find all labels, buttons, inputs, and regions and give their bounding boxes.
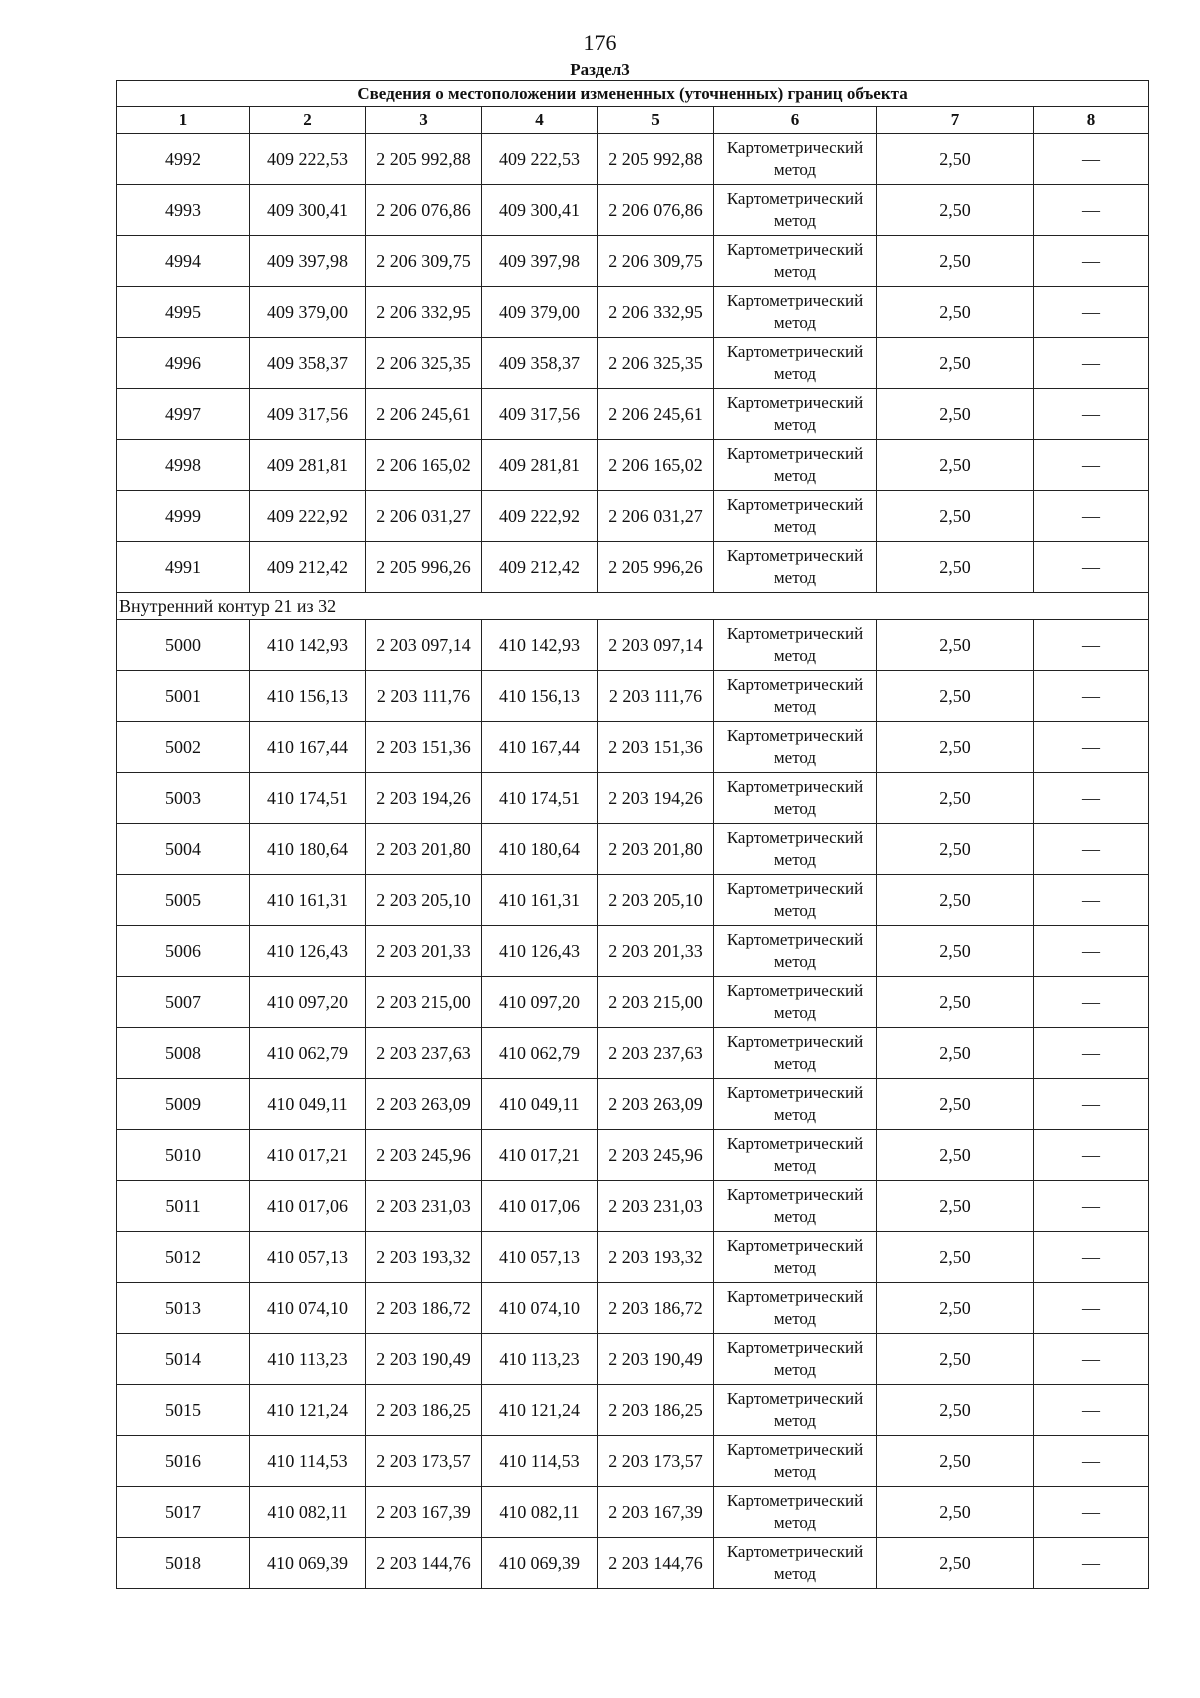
x-new-cell: 410 126,43 (482, 926, 598, 977)
point-number-cell: 5002 (117, 722, 250, 773)
accuracy-cell: 2,50 (877, 1436, 1034, 1487)
method-cell: Картометрический метод (714, 1130, 877, 1181)
description-cell: — (1034, 1334, 1149, 1385)
point-number-cell: 5000 (117, 620, 250, 671)
y-new-cell: 2 206 165,02 (598, 440, 714, 491)
method-cell: Картометрический метод (714, 1487, 877, 1538)
x-existing-cell: 410 180,64 (250, 824, 366, 875)
method-cell: Картометрический метод (714, 1436, 877, 1487)
table-row (117, 185, 1149, 236)
y-existing-cell: 2 203 201,80 (366, 824, 482, 875)
y-new-cell: 2 206 325,35 (598, 338, 714, 389)
method-cell: Картометрический метод (714, 185, 877, 236)
point-number-cell: 4999 (117, 491, 250, 542)
y-existing-cell: 2 203 173,57 (366, 1436, 482, 1487)
table-row (117, 620, 1149, 671)
method-cell: Картометрический метод (714, 875, 877, 926)
table-row (117, 287, 1149, 338)
y-existing-cell: 2 206 325,35 (366, 338, 482, 389)
method-cell: Картометрический метод (714, 1028, 877, 1079)
accuracy-cell: 2,50 (877, 1487, 1034, 1538)
y-existing-cell: 2 206 332,95 (366, 287, 482, 338)
x-existing-cell: 410 167,44 (250, 722, 366, 773)
accuracy-cell: 2,50 (877, 773, 1034, 824)
method-cell: Картометрический метод (714, 1232, 877, 1283)
y-existing-cell: 2 203 144,76 (366, 1538, 482, 1589)
point-number-cell: 5016 (117, 1436, 250, 1487)
x-existing-cell: 410 057,13 (250, 1232, 366, 1283)
point-number-cell: 4996 (117, 338, 250, 389)
y-existing-cell: 2 203 167,39 (366, 1487, 482, 1538)
y-existing-cell: 2 203 245,96 (366, 1130, 482, 1181)
table-row (117, 1232, 1149, 1283)
contour-label: Внутренний контур 21 из 32 (117, 593, 1149, 620)
table-row (117, 1436, 1149, 1487)
x-existing-cell: 410 017,21 (250, 1130, 366, 1181)
y-existing-cell: 2 203 231,03 (366, 1181, 482, 1232)
point-number-cell: 4993 (117, 185, 250, 236)
description-cell: — (1034, 185, 1149, 236)
point-number-cell: 5010 (117, 1130, 250, 1181)
table-row (117, 1028, 1149, 1079)
point-number-cell: 5005 (117, 875, 250, 926)
method-cell: Картометрический метод (714, 977, 877, 1028)
point-number-cell: 4997 (117, 389, 250, 440)
column-number: 4 (482, 107, 598, 134)
accuracy-cell: 2,50 (877, 134, 1034, 185)
y-new-cell: 2 203 151,36 (598, 722, 714, 773)
point-number-cell: 5018 (117, 1538, 250, 1589)
point-number-cell: 4994 (117, 236, 250, 287)
accuracy-cell: 2,50 (877, 542, 1034, 593)
table-row (117, 236, 1149, 287)
table-row (117, 389, 1149, 440)
y-new-cell: 2 203 194,26 (598, 773, 714, 824)
accuracy-cell: 2,50 (877, 1283, 1034, 1334)
accuracy-cell: 2,50 (877, 287, 1034, 338)
point-number-cell: 5008 (117, 1028, 250, 1079)
method-cell: Картометрический метод (714, 134, 877, 185)
section-title: Раздел3 (570, 60, 630, 79)
contour-header-row (117, 593, 1149, 620)
y-new-cell: 2 203 144,76 (598, 1538, 714, 1589)
y-new-cell: 2 206 245,61 (598, 389, 714, 440)
point-number-cell: 5015 (117, 1385, 250, 1436)
point-number-cell: 5007 (117, 977, 250, 1028)
table-row (117, 491, 1149, 542)
x-new-cell: 410 156,13 (482, 671, 598, 722)
table-row (117, 1385, 1149, 1436)
table-row (117, 824, 1149, 875)
x-existing-cell: 410 049,11 (250, 1079, 366, 1130)
accuracy-cell: 2,50 (877, 620, 1034, 671)
column-number: 6 (714, 107, 877, 134)
table-row (117, 671, 1149, 722)
table-row (117, 722, 1149, 773)
description-cell: — (1034, 773, 1149, 824)
y-new-cell: 2 203 215,00 (598, 977, 714, 1028)
x-new-cell: 410 097,20 (482, 977, 598, 1028)
x-existing-cell: 410 069,39 (250, 1538, 366, 1589)
x-existing-cell: 410 174,51 (250, 773, 366, 824)
x-new-cell: 410 174,51 (482, 773, 598, 824)
y-new-cell: 2 203 186,72 (598, 1283, 714, 1334)
x-existing-cell: 409 212,42 (250, 542, 366, 593)
x-new-cell: 410 113,23 (482, 1334, 598, 1385)
accuracy-cell: 2,50 (877, 1181, 1034, 1232)
x-existing-cell: 410 017,06 (250, 1181, 366, 1232)
y-existing-cell: 2 203 263,09 (366, 1079, 482, 1130)
table-row (117, 1130, 1149, 1181)
method-cell: Картометрический метод (714, 1538, 877, 1589)
table-row (117, 926, 1149, 977)
description-cell: — (1034, 440, 1149, 491)
x-existing-cell: 409 281,81 (250, 440, 366, 491)
table-row (117, 1487, 1149, 1538)
y-existing-cell: 2 206 309,75 (366, 236, 482, 287)
description-cell: — (1034, 338, 1149, 389)
accuracy-cell: 2,50 (877, 824, 1034, 875)
description-cell: — (1034, 875, 1149, 926)
x-existing-cell: 410 161,31 (250, 875, 366, 926)
table-body (117, 134, 1149, 1589)
method-cell: Картометрический метод (714, 542, 877, 593)
description-cell: — (1034, 1130, 1149, 1181)
table-row (117, 977, 1149, 1028)
y-existing-cell: 2 203 201,33 (366, 926, 482, 977)
description-cell: — (1034, 1385, 1149, 1436)
y-existing-cell: 2 206 245,61 (366, 389, 482, 440)
x-existing-cell: 410 121,24 (250, 1385, 366, 1436)
accuracy-cell: 2,50 (877, 1232, 1034, 1283)
y-new-cell: 2 206 076,86 (598, 185, 714, 236)
y-existing-cell: 2 203 097,14 (366, 620, 482, 671)
accuracy-cell: 2,50 (877, 1079, 1034, 1130)
point-number-cell: 5012 (117, 1232, 250, 1283)
coordinates-table (116, 80, 1149, 1589)
y-existing-cell: 2 205 996,26 (366, 542, 482, 593)
y-new-cell: 2 203 245,96 (598, 1130, 714, 1181)
x-existing-cell: 410 113,23 (250, 1334, 366, 1385)
point-number-cell: 5011 (117, 1181, 250, 1232)
x-new-cell: 409 281,81 (482, 440, 598, 491)
description-cell: — (1034, 1538, 1149, 1589)
x-new-cell: 409 379,00 (482, 287, 598, 338)
table-row (117, 1181, 1149, 1232)
accuracy-cell: 2,50 (877, 1130, 1034, 1181)
method-cell: Картометрический метод (714, 236, 877, 287)
accuracy-cell: 2,50 (877, 236, 1034, 287)
y-existing-cell: 2 205 992,88 (366, 134, 482, 185)
y-existing-cell: 2 203 193,32 (366, 1232, 482, 1283)
x-new-cell: 409 317,56 (482, 389, 598, 440)
x-new-cell: 409 222,53 (482, 134, 598, 185)
y-existing-cell: 2 203 111,76 (366, 671, 482, 722)
description-cell: — (1034, 1487, 1149, 1538)
point-number-cell: 5017 (117, 1487, 250, 1538)
description-cell: — (1034, 389, 1149, 440)
description-cell: — (1034, 977, 1149, 1028)
point-number-cell: 5003 (117, 773, 250, 824)
table-row (117, 1079, 1149, 1130)
table-row (117, 1538, 1149, 1589)
method-cell: Картометрический метод (714, 1334, 877, 1385)
x-new-cell: 410 142,93 (482, 620, 598, 671)
x-new-cell: 410 161,31 (482, 875, 598, 926)
y-new-cell: 2 203 111,76 (598, 671, 714, 722)
x-existing-cell: 409 222,53 (250, 134, 366, 185)
x-new-cell: 409 358,37 (482, 338, 598, 389)
column-number-row (117, 107, 1149, 134)
x-new-cell: 410 049,11 (482, 1079, 598, 1130)
x-new-cell: 410 082,11 (482, 1487, 598, 1538)
description-cell: — (1034, 236, 1149, 287)
column-number: 2 (250, 107, 366, 134)
point-number-cell: 5004 (117, 824, 250, 875)
method-cell: Картометрический метод (714, 722, 877, 773)
y-existing-cell: 2 203 237,63 (366, 1028, 482, 1079)
description-cell: — (1034, 134, 1149, 185)
accuracy-cell: 2,50 (877, 1385, 1034, 1436)
y-existing-cell: 2 203 151,36 (366, 722, 482, 773)
description-cell: — (1034, 671, 1149, 722)
x-existing-cell: 409 222,92 (250, 491, 366, 542)
method-cell: Картометрический метод (714, 491, 877, 542)
x-existing-cell: 410 097,20 (250, 977, 366, 1028)
x-existing-cell: 410 082,11 (250, 1487, 366, 1538)
y-new-cell: 2 203 186,25 (598, 1385, 714, 1436)
y-new-cell: 2 203 167,39 (598, 1487, 714, 1538)
accuracy-cell: 2,50 (877, 977, 1034, 1028)
accuracy-cell: 2,50 (877, 875, 1034, 926)
description-cell: — (1034, 1283, 1149, 1334)
x-new-cell: 410 114,53 (482, 1436, 598, 1487)
y-new-cell: 2 206 031,27 (598, 491, 714, 542)
accuracy-cell: 2,50 (877, 1538, 1034, 1589)
y-new-cell: 2 206 332,95 (598, 287, 714, 338)
method-cell: Картометрический метод (714, 1181, 877, 1232)
x-new-cell: 410 074,10 (482, 1283, 598, 1334)
y-existing-cell: 2 206 165,02 (366, 440, 482, 491)
table-row (117, 1283, 1149, 1334)
x-new-cell: 409 397,98 (482, 236, 598, 287)
column-number: 5 (598, 107, 714, 134)
method-cell: Картометрический метод (714, 1283, 877, 1334)
description-cell: — (1034, 1232, 1149, 1283)
accuracy-cell: 2,50 (877, 1334, 1034, 1385)
method-cell: Картометрический метод (714, 389, 877, 440)
y-new-cell: 2 205 992,88 (598, 134, 714, 185)
y-existing-cell: 2 203 215,00 (366, 977, 482, 1028)
description-cell: — (1034, 722, 1149, 773)
point-number-cell: 5009 (117, 1079, 250, 1130)
column-number: 8 (1034, 107, 1149, 134)
method-cell: Картометрический метод (714, 824, 877, 875)
x-existing-cell: 409 300,41 (250, 185, 366, 236)
x-new-cell: 409 222,92 (482, 491, 598, 542)
x-existing-cell: 409 317,56 (250, 389, 366, 440)
y-new-cell: 2 203 263,09 (598, 1079, 714, 1130)
y-existing-cell: 2 203 190,49 (366, 1334, 482, 1385)
x-existing-cell: 410 156,13 (250, 671, 366, 722)
point-number-cell: 5014 (117, 1334, 250, 1385)
point-number-cell: 5001 (117, 671, 250, 722)
method-cell: Картометрический метод (714, 338, 877, 389)
method-cell: Картометрический метод (714, 440, 877, 491)
description-cell: — (1034, 824, 1149, 875)
point-number-cell: 4995 (117, 287, 250, 338)
table-row (117, 338, 1149, 389)
point-number-cell: 5006 (117, 926, 250, 977)
method-cell: Картометрический метод (714, 1079, 877, 1130)
y-existing-cell: 2 203 205,10 (366, 875, 482, 926)
table-row (117, 875, 1149, 926)
y-new-cell: 2 206 309,75 (598, 236, 714, 287)
y-new-cell: 2 203 201,33 (598, 926, 714, 977)
y-existing-cell: 2 206 031,27 (366, 491, 482, 542)
y-existing-cell: 2 203 186,25 (366, 1385, 482, 1436)
method-cell: Картометрический метод (714, 926, 877, 977)
point-number-cell: 4991 (117, 542, 250, 593)
y-new-cell: 2 203 231,03 (598, 1181, 714, 1232)
y-new-cell: 2 205 996,26 (598, 542, 714, 593)
accuracy-cell: 2,50 (877, 926, 1034, 977)
y-new-cell: 2 203 237,63 (598, 1028, 714, 1079)
accuracy-cell: 2,50 (877, 389, 1034, 440)
accuracy-cell: 2,50 (877, 440, 1034, 491)
table-row (117, 773, 1149, 824)
description-cell: — (1034, 926, 1149, 977)
y-existing-cell: 2 203 186,72 (366, 1283, 482, 1334)
x-existing-cell: 410 142,93 (250, 620, 366, 671)
table-title-row (117, 81, 1149, 107)
x-new-cell: 409 212,42 (482, 542, 598, 593)
table-title: Сведения о местоположении измененных (уточненных) границ объекта (117, 81, 1149, 107)
x-existing-cell: 410 062,79 (250, 1028, 366, 1079)
y-new-cell: 2 203 097,14 (598, 620, 714, 671)
y-new-cell: 2 203 193,32 (598, 1232, 714, 1283)
table-row (117, 542, 1149, 593)
page-number: 176 (583, 30, 617, 55)
x-existing-cell: 409 397,98 (250, 236, 366, 287)
method-cell: Картометрический метод (714, 287, 877, 338)
x-new-cell: 410 017,21 (482, 1130, 598, 1181)
y-existing-cell: 2 206 076,86 (366, 185, 482, 236)
y-new-cell: 2 203 205,10 (598, 875, 714, 926)
point-number-cell: 4992 (117, 134, 250, 185)
method-cell: Картометрический метод (714, 773, 877, 824)
description-cell: — (1034, 1436, 1149, 1487)
x-new-cell: 409 300,41 (482, 185, 598, 236)
y-new-cell: 2 203 201,80 (598, 824, 714, 875)
description-cell: — (1034, 1181, 1149, 1232)
x-new-cell: 410 167,44 (482, 722, 598, 773)
table-row (117, 134, 1149, 185)
accuracy-cell: 2,50 (877, 671, 1034, 722)
table-row (117, 440, 1149, 491)
y-existing-cell: 2 203 194,26 (366, 773, 482, 824)
accuracy-cell: 2,50 (877, 185, 1034, 236)
accuracy-cell: 2,50 (877, 491, 1034, 542)
x-new-cell: 410 017,06 (482, 1181, 598, 1232)
x-existing-cell: 409 358,37 (250, 338, 366, 389)
accuracy-cell: 2,50 (877, 338, 1034, 389)
x-existing-cell: 410 074,10 (250, 1283, 366, 1334)
method-cell: Картометрический метод (714, 1385, 877, 1436)
point-number-cell: 4998 (117, 440, 250, 491)
description-cell: — (1034, 287, 1149, 338)
x-new-cell: 410 180,64 (482, 824, 598, 875)
x-new-cell: 410 069,39 (482, 1538, 598, 1589)
description-cell: — (1034, 542, 1149, 593)
accuracy-cell: 2,50 (877, 722, 1034, 773)
x-new-cell: 410 057,13 (482, 1232, 598, 1283)
description-cell: — (1034, 1028, 1149, 1079)
method-cell: Картометрический метод (714, 671, 877, 722)
accuracy-cell: 2,50 (877, 1028, 1034, 1079)
description-cell: — (1034, 620, 1149, 671)
x-new-cell: 410 121,24 (482, 1385, 598, 1436)
column-number: 1 (117, 107, 250, 134)
x-new-cell: 410 062,79 (482, 1028, 598, 1079)
description-cell: — (1034, 491, 1149, 542)
x-existing-cell: 410 114,53 (250, 1436, 366, 1487)
method-cell: Картометрический метод (714, 620, 877, 671)
x-existing-cell: 410 126,43 (250, 926, 366, 977)
y-new-cell: 2 203 190,49 (598, 1334, 714, 1385)
table-row (117, 1334, 1149, 1385)
point-number-cell: 5013 (117, 1283, 250, 1334)
description-cell: — (1034, 1079, 1149, 1130)
x-existing-cell: 409 379,00 (250, 287, 366, 338)
column-number: 7 (877, 107, 1034, 134)
y-new-cell: 2 203 173,57 (598, 1436, 714, 1487)
column-number: 3 (366, 107, 482, 134)
